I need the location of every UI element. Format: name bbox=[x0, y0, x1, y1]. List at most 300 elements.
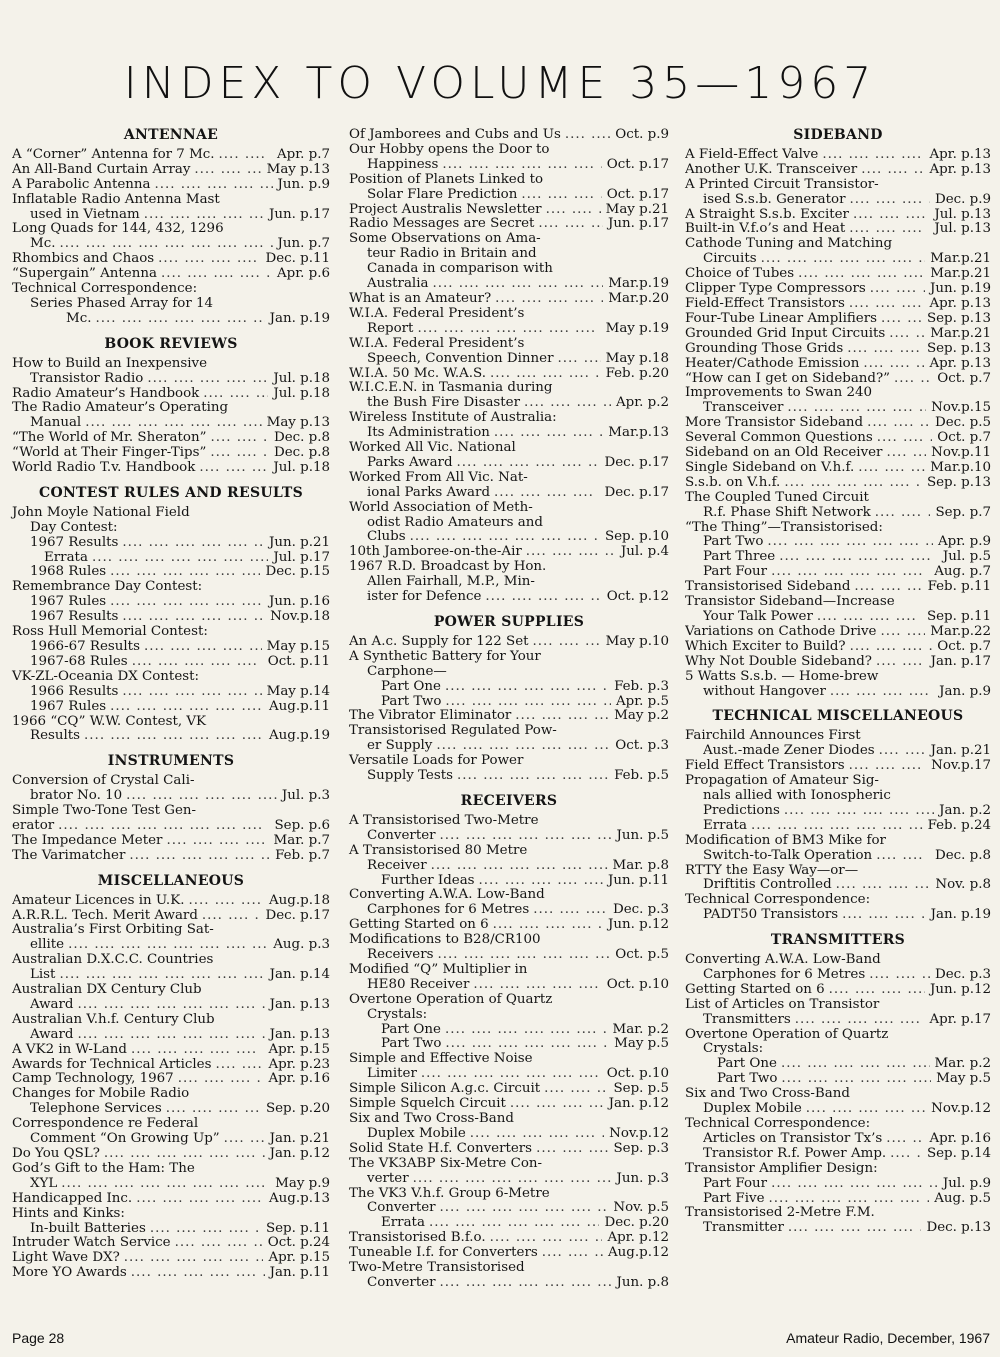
entry-title: An A.c. Supply for 122 Set bbox=[349, 634, 529, 649]
index-entry bbox=[12, 282, 330, 297]
page-reference: Oct. p.17 bbox=[602, 188, 669, 203]
entry-title: Why Not Double Sideband? bbox=[685, 654, 872, 669]
index-entry bbox=[349, 232, 669, 292]
entry-title: 1967 Results bbox=[30, 610, 119, 625]
index-entry bbox=[685, 327, 991, 342]
section-heading: CONTEST RULES AND RESULTS bbox=[39, 484, 303, 501]
page-reference: Oct. p.10 bbox=[602, 978, 669, 993]
entry-title: An All-Band Curtain Array bbox=[12, 162, 191, 177]
entry-title: A.R.R.L. Tech. Merit Award bbox=[12, 908, 198, 923]
entry-title: “How can I get on Sideband?” bbox=[685, 371, 891, 386]
entry-title: 1968 Rules bbox=[30, 565, 107, 580]
entry-title: 1967 R.D. Broadcast by Hon. bbox=[349, 559, 547, 575]
entry-title: World Association of Meth- bbox=[349, 499, 533, 515]
entry-title: Worked All Vic. National bbox=[349, 440, 516, 456]
entry-title: Receiver bbox=[367, 858, 427, 873]
page-reference: Jan. p.13 bbox=[265, 1028, 330, 1043]
entry-title: Some Observations on Ama- bbox=[349, 231, 541, 247]
entry-title: Speech, Convention Dinner bbox=[367, 351, 554, 366]
entry-title: Comment “On Growing Up” bbox=[30, 1132, 220, 1147]
page-reference: Jul. p.4 bbox=[616, 545, 669, 560]
entry-title: Duplex Mobile bbox=[367, 1126, 466, 1141]
entry-title: The VK3 V.h.f. Group 6-Metre bbox=[349, 1185, 550, 1201]
page-reference: Oct. p.9 bbox=[610, 128, 669, 143]
page-reference: Jan. p.19 bbox=[265, 312, 330, 327]
entry-title: Another U.K. Transceiver bbox=[685, 162, 858, 177]
page-reference: Sep. p.6 bbox=[269, 819, 330, 834]
index-entry bbox=[685, 864, 991, 894]
entry-title: Converting A.W.A. Low-Band bbox=[349, 887, 545, 903]
entry-title: Circuits bbox=[703, 252, 757, 267]
entry-title: Six and Two Cross-Band bbox=[349, 1111, 514, 1126]
index-entry bbox=[12, 983, 330, 1013]
page-reference: Aug. p.7 bbox=[929, 565, 991, 580]
index-entry bbox=[12, 640, 330, 655]
index-entry bbox=[349, 993, 669, 1008]
entry-title: S.s.b. on V.h.f. bbox=[685, 475, 781, 490]
index-entry bbox=[685, 535, 991, 550]
index-entry bbox=[12, 1222, 330, 1237]
index-entry bbox=[685, 267, 991, 282]
entry-title: 1966 Results bbox=[30, 684, 119, 699]
index-entry bbox=[685, 625, 991, 640]
entry-title: Part One bbox=[381, 679, 441, 694]
index-entry bbox=[349, 963, 669, 993]
entry-title: The Varimatcher bbox=[12, 848, 126, 863]
index-entry bbox=[349, 307, 669, 337]
entry-title: Cathode Tuning and Matching bbox=[685, 236, 893, 252]
entry-title: Crystals: bbox=[703, 1041, 764, 1057]
entry-title: Carphones for 6 Metres bbox=[703, 967, 866, 982]
index-entry bbox=[349, 1157, 669, 1187]
index-entry bbox=[12, 163, 330, 178]
entry-title: Technical Correspondence: bbox=[685, 1116, 871, 1131]
page-number: Page 28 bbox=[12, 1330, 65, 1346]
index-column-3 bbox=[685, 128, 991, 1236]
entry-title: 1967 Rules bbox=[30, 699, 107, 714]
entry-title: Australian V.h.f. Century Club bbox=[12, 1011, 215, 1027]
section-heading: ANTENNAE bbox=[123, 127, 219, 143]
index-entry bbox=[12, 774, 330, 804]
index-entry bbox=[12, 222, 330, 252]
entry-title: Propagation of Amateur Sig- bbox=[685, 773, 879, 789]
index-entry bbox=[685, 312, 991, 327]
entry-title: Simple Squelch Circuit bbox=[349, 1097, 506, 1112]
page-reference: Apr. p.15 bbox=[263, 1043, 330, 1058]
entry-title: Variations on Cathode Drive bbox=[685, 624, 877, 639]
entry-title: A Printed Circuit Transistor- bbox=[685, 176, 879, 192]
page-reference: Jul. p.18 bbox=[268, 387, 330, 402]
index-entry bbox=[685, 729, 991, 759]
entry-title: XYL bbox=[30, 1176, 58, 1191]
page-reference: Jun. p.17 bbox=[264, 208, 330, 223]
page-reference: Jun. p.5 bbox=[612, 829, 669, 844]
index-entry bbox=[349, 381, 669, 411]
section-heading: BOOK REVIEWS bbox=[104, 335, 238, 352]
entry-title: Six and Two Cross-Band bbox=[685, 1086, 850, 1102]
entry-title: 1967-68 Rules bbox=[30, 654, 128, 669]
page-reference: Jul. p.13 bbox=[929, 222, 991, 237]
page-reference: Apr. p.9 bbox=[933, 535, 991, 550]
section-heading: RECEIVERS bbox=[460, 792, 558, 809]
entry-title: ised S.s.b. Generator bbox=[703, 192, 846, 207]
entry-title: Switch-to-Talk Operation bbox=[703, 848, 873, 863]
index-entry bbox=[685, 222, 991, 237]
entry-title: Transistorised 2-Metre F.M. bbox=[685, 1205, 875, 1221]
entry-title: 1966-67 Results bbox=[30, 640, 140, 654]
page-reference: Apr. p.2 bbox=[611, 396, 669, 411]
entry-title: Long Quads for 144, 432, 1296 bbox=[12, 221, 224, 237]
entry-title: ister for Defence bbox=[367, 590, 482, 605]
entry-title: nals allied with Ionospheric bbox=[703, 787, 891, 803]
entry-title: Ross Hull Memorial Contest: bbox=[12, 624, 208, 640]
index-entry bbox=[12, 178, 330, 193]
index-entry bbox=[685, 1042, 991, 1057]
entry-title: A “Corner” Antenna for 7 Mc. bbox=[12, 147, 215, 162]
page-reference: Nov.p.12 bbox=[926, 1102, 991, 1117]
page-reference: Dec. p.15 bbox=[260, 565, 330, 580]
page-reference: Oct. p.11 bbox=[263, 655, 330, 670]
entry-title: Project Australis Newsletter bbox=[349, 202, 542, 217]
page-reference: Apr. p.7 bbox=[272, 148, 330, 163]
page-reference: Aug.p.12 bbox=[603, 1246, 669, 1261]
index-entry bbox=[685, 461, 991, 476]
page-reference: Dec. p.3 bbox=[930, 968, 991, 983]
page-reference: Oct. p.17 bbox=[602, 158, 669, 173]
index-entry bbox=[685, 1117, 991, 1132]
page-reference: Feb. p.5 bbox=[609, 769, 669, 784]
page-reference: Jun. p.3 bbox=[612, 1172, 669, 1187]
index-entry bbox=[349, 1023, 669, 1038]
entry-title: Heater/Cathode Emission bbox=[685, 356, 860, 371]
entry-title: Parks Award bbox=[367, 455, 453, 470]
index-entry bbox=[12, 357, 330, 387]
page-reference: Jun. p.8 bbox=[612, 1276, 669, 1291]
index-entry bbox=[12, 267, 330, 282]
page-reference: Jan. p.21 bbox=[926, 744, 991, 759]
index-entry bbox=[12, 297, 330, 327]
index-entry bbox=[12, 1147, 330, 1162]
index-entry bbox=[685, 342, 991, 357]
index-entry bbox=[685, 208, 991, 223]
entry-title: Choice of Tubes bbox=[685, 267, 795, 282]
page-title: INDEX TO VOLUME 35—1967 bbox=[123, 58, 877, 109]
page-reference: Apr. p.13 bbox=[924, 163, 991, 178]
entry-title: PADT50 Transistors bbox=[703, 908, 839, 923]
index-entry bbox=[685, 1177, 991, 1192]
page-reference: Nov.p.15 bbox=[926, 401, 991, 416]
entry-title: Award bbox=[30, 1027, 74, 1042]
page-reference: May p.21 bbox=[601, 203, 669, 218]
index-entry bbox=[12, 431, 330, 446]
page-reference: Mar. p.7 bbox=[269, 834, 330, 849]
entry-title: Part Five bbox=[703, 1191, 765, 1206]
entry-title: Australia’s First Orbiting Sat- bbox=[12, 922, 214, 938]
page-reference: Jun. p.12 bbox=[603, 918, 669, 933]
entry-title: Further Ideas bbox=[381, 873, 475, 888]
entry-title: Solid State H.f. Converters bbox=[349, 1141, 533, 1156]
entry-title: Rhombics and Chaos bbox=[12, 252, 155, 267]
index-entry bbox=[12, 953, 330, 983]
index-entry bbox=[349, 1231, 669, 1246]
page-reference: Feb. p.20 bbox=[601, 367, 669, 382]
page-reference: May p.5 bbox=[931, 1072, 991, 1087]
entry-title: “The World of Mr. Sheraton” bbox=[12, 431, 207, 446]
index-entry bbox=[349, 173, 669, 203]
index-entry bbox=[349, 143, 669, 173]
page-reference: Jul. p.18 bbox=[268, 461, 330, 476]
entry-title: Transceiver bbox=[703, 401, 784, 416]
page-reference: May p.18 bbox=[601, 352, 669, 367]
index-entry bbox=[12, 521, 330, 536]
entry-title: Technical Correspondence: bbox=[685, 892, 871, 908]
entry-title: Improvements to Swan 240 bbox=[685, 385, 873, 401]
entry-title: used in Vietnam bbox=[30, 207, 140, 222]
entry-title: Simple and Effective Noise bbox=[349, 1051, 533, 1067]
page-reference: Aug.p.18 bbox=[264, 894, 330, 909]
entry-title: R.f. Phase Shift Network bbox=[703, 505, 871, 520]
page-reference: Apr. p.12 bbox=[602, 1231, 669, 1246]
entry-title: 1966 “CQ” W.W. Contest, VK bbox=[12, 713, 207, 729]
page-reference: Mar. p.8 bbox=[608, 859, 669, 874]
index-entry bbox=[12, 834, 330, 849]
entry-title: Transistor Amplifier Design: bbox=[685, 1160, 878, 1176]
page-reference: May p.2 bbox=[609, 709, 669, 724]
index-entry bbox=[349, 203, 669, 218]
entry-title: A Parabolic Antenna bbox=[12, 177, 151, 192]
entry-title: Transistorised B.f.o. bbox=[349, 1231, 486, 1246]
page-reference: Sep. p.20 bbox=[261, 1102, 330, 1117]
page-reference: Dec. p.17 bbox=[599, 456, 669, 471]
page-reference: Feb. p.7 bbox=[270, 849, 330, 864]
entry-title: A Transistorised Two-Metre bbox=[349, 812, 539, 828]
entry-title: Simple Two-Tone Test Gen- bbox=[12, 803, 197, 819]
entry-title: Which Exciter to Build? bbox=[685, 639, 846, 654]
entry-title: verter bbox=[367, 1171, 409, 1186]
index-entry bbox=[349, 367, 669, 382]
entry-title: Series Phased Array for 14 bbox=[30, 295, 214, 311]
index-entry bbox=[349, 560, 669, 605]
page-reference: Jul. p.3 bbox=[277, 789, 330, 804]
entry-title: John Moyle National Field bbox=[12, 504, 190, 520]
entry-title: The Coupled Tuned Circuit bbox=[685, 489, 869, 505]
entry-title: Errata bbox=[703, 818, 747, 833]
section-heading: TRANSMITTERS bbox=[770, 932, 906, 949]
entry-title: W.I.A. 50 Mc. W.A.S. bbox=[349, 366, 486, 381]
page-reference: Mar.p.21 bbox=[925, 267, 991, 282]
page-reference: Jun. p.9 bbox=[273, 178, 330, 193]
page-reference: Apr. p.17 bbox=[924, 1013, 991, 1028]
entry-title: Modified “Q” Multiplier in bbox=[349, 961, 528, 977]
entry-title: Part Three bbox=[703, 550, 776, 565]
entry-title: VK-ZL-Oceania DX Contest: bbox=[12, 668, 200, 684]
index-entry bbox=[12, 1013, 330, 1043]
page-reference: Jul. p.5 bbox=[938, 550, 991, 565]
index-entry bbox=[349, 441, 669, 471]
page-reference: Feb. p.11 bbox=[923, 580, 991, 595]
entry-title: Modification of BM3 Mike for bbox=[685, 832, 886, 848]
page-reference: Mar.p.13 bbox=[603, 426, 669, 441]
entry-title: Transistor Sideband—Increase bbox=[685, 594, 895, 610]
index-entry bbox=[685, 550, 991, 565]
entry-title: Technical Correspondence: bbox=[12, 281, 198, 297]
entry-title: The Vibrator Eliminator bbox=[349, 709, 512, 724]
entry-title: How to Build an Inexpensive bbox=[12, 355, 208, 371]
index-entry bbox=[349, 1037, 669, 1052]
index-entry bbox=[12, 923, 330, 953]
entry-title: Transmitters bbox=[703, 1012, 791, 1027]
page-reference: Mar.p.21 bbox=[925, 327, 991, 342]
page-reference: May p.13 bbox=[262, 163, 330, 178]
entry-title: ional Parks Award bbox=[367, 485, 491, 500]
entry-title: ellite bbox=[30, 938, 65, 953]
entry-title: Allen Fairhall, M.P., Min- bbox=[367, 574, 535, 590]
section-heading: INSTRUMENTS bbox=[107, 753, 235, 770]
index-entry bbox=[12, 610, 330, 625]
entry-title: Solar Flare Prediction bbox=[367, 187, 518, 202]
index-entry bbox=[685, 148, 991, 163]
index-entry bbox=[12, 461, 330, 476]
entry-title: Limiter bbox=[367, 1067, 417, 1082]
index-entry bbox=[12, 625, 330, 640]
entry-title: Fairchild Announces First bbox=[685, 728, 861, 744]
index-entry bbox=[12, 1207, 330, 1222]
index-entry bbox=[12, 252, 330, 267]
page-reference: Oct. p.12 bbox=[602, 590, 669, 605]
entry-title: Four-Tube Linear Amplifiers bbox=[685, 311, 877, 326]
page-reference: Dec. p.3 bbox=[608, 903, 669, 918]
entry-title: Grounded Grid Input Circuits bbox=[685, 326, 886, 341]
page-reference: Sep. p.10 bbox=[600, 530, 669, 545]
index-entry bbox=[349, 545, 669, 560]
entry-title: Part Two bbox=[703, 535, 764, 550]
index-entry bbox=[685, 297, 991, 312]
index-entry bbox=[349, 665, 669, 680]
index-entry bbox=[685, 580, 991, 595]
index-entry bbox=[685, 908, 991, 923]
page-reference: May p.9 bbox=[270, 1177, 330, 1192]
entry-title: Field-Effect Transistors bbox=[685, 296, 845, 311]
page-reference: May p.15 bbox=[262, 640, 330, 655]
index-entry bbox=[685, 163, 991, 178]
page-reference: Oct. p.7 bbox=[932, 640, 991, 655]
page-reference: Jan. p.11 bbox=[265, 1266, 330, 1281]
index-entry bbox=[12, 715, 330, 745]
index-entry bbox=[349, 1246, 669, 1261]
entry-title: Hints and Kinks: bbox=[12, 1205, 125, 1221]
index-entry bbox=[12, 909, 330, 924]
index-entry bbox=[685, 178, 991, 208]
page-reference: Dec. p.20 bbox=[599, 1216, 669, 1231]
index-entry bbox=[685, 998, 991, 1028]
entry-title: A VK2 in W-Land bbox=[12, 1042, 127, 1057]
entry-title: Happiness bbox=[367, 157, 439, 172]
page-reference: Sep. p.11 bbox=[261, 1222, 330, 1237]
index-entry bbox=[12, 536, 330, 551]
page-reference: Dec. p.17 bbox=[260, 909, 330, 924]
page-reference: Sep. p.11 bbox=[922, 610, 991, 625]
index-entry bbox=[685, 282, 991, 297]
entry-title: Report bbox=[367, 321, 414, 336]
entry-title: W.I.C.E.N. in Tasmania during bbox=[349, 380, 553, 396]
entry-title: Part One bbox=[717, 1057, 777, 1072]
index-entry bbox=[12, 894, 330, 909]
page-reference: Oct. p.24 bbox=[263, 1236, 330, 1251]
page-reference: Jul. p.13 bbox=[929, 208, 991, 223]
page-reference: Aug.p.13 bbox=[264, 1192, 330, 1207]
index-entry bbox=[685, 446, 991, 461]
entry-title: Errata bbox=[381, 1216, 425, 1231]
entry-title: List bbox=[30, 968, 56, 983]
page-reference: Dec. p.11 bbox=[260, 252, 330, 267]
index-entry bbox=[12, 595, 330, 610]
page-reference: Oct. p.10 bbox=[602, 1067, 669, 1082]
page-reference: Sep. p.7 bbox=[930, 506, 991, 521]
index-entry bbox=[349, 680, 669, 695]
entry-title: Worked From All Vic. Nat- bbox=[349, 469, 528, 485]
index-entry bbox=[685, 670, 991, 700]
index-entry bbox=[349, 635, 669, 650]
page-reference: Jun. p.17 bbox=[603, 217, 669, 232]
entry-title: HE80 Receiver bbox=[367, 977, 470, 992]
index-entry bbox=[12, 551, 330, 566]
entry-title: Single Sideband on V.h.f. bbox=[685, 460, 855, 475]
page-reference: Jun. p.7 bbox=[273, 237, 330, 252]
index-entry bbox=[12, 148, 330, 163]
entry-title: Light Wave DX? bbox=[12, 1251, 120, 1266]
entry-title: Two-Metre Transistorised bbox=[349, 1260, 525, 1276]
page-reference: Nov. p.5 bbox=[608, 1201, 669, 1216]
entry-title: W.I.A. Federal President’s bbox=[349, 335, 525, 351]
entry-title: Tuneable I.f. for Converters bbox=[349, 1246, 538, 1261]
index-entry bbox=[12, 1058, 330, 1073]
index-entry bbox=[685, 655, 991, 670]
entry-title: Results bbox=[30, 729, 81, 744]
entry-title: Clubs bbox=[367, 530, 406, 545]
index-entry bbox=[12, 1072, 330, 1087]
index-entry bbox=[349, 411, 669, 441]
index-entry bbox=[349, 1216, 669, 1231]
entry-title: Built-in V.f.o’s and Heat bbox=[685, 222, 846, 237]
entry-title: Correspondence re Federal bbox=[12, 1116, 199, 1132]
page-reference: Nov.p.18 bbox=[265, 610, 330, 625]
page-reference: Apr. p.16 bbox=[263, 1072, 330, 1087]
page-reference: Dec. p.9 bbox=[930, 193, 991, 208]
page-reference: Jan. p.21 bbox=[265, 1132, 330, 1147]
entry-title: without Hangover bbox=[703, 684, 826, 699]
page-reference: Oct. p.7 bbox=[932, 372, 991, 387]
entry-title: Remembrance Day Contest: bbox=[12, 579, 203, 595]
page-reference: Feb. p.24 bbox=[923, 819, 991, 834]
entry-title: Part Two bbox=[717, 1072, 778, 1087]
index-entry bbox=[12, 1162, 330, 1192]
index-entry bbox=[349, 217, 669, 232]
page-reference: Nov.p.11 bbox=[926, 446, 991, 461]
index-entry bbox=[349, 814, 669, 844]
entry-title: Telephone Services bbox=[30, 1102, 162, 1117]
index-entry bbox=[685, 774, 991, 819]
index-entry bbox=[685, 640, 991, 655]
entry-title: Driftitis Controlled bbox=[703, 878, 832, 893]
entry-title: “World at Their Finger-Tips” bbox=[12, 446, 207, 461]
entry-title: Mc. bbox=[66, 311, 92, 326]
entry-title: Versatile Loads for Power bbox=[349, 753, 524, 769]
entry-title: erator bbox=[12, 818, 55, 833]
index-entry bbox=[685, 1147, 991, 1162]
index-entry bbox=[349, 888, 669, 918]
page-reference: Dec. p.8 bbox=[930, 849, 991, 864]
index-entry bbox=[685, 1057, 991, 1072]
